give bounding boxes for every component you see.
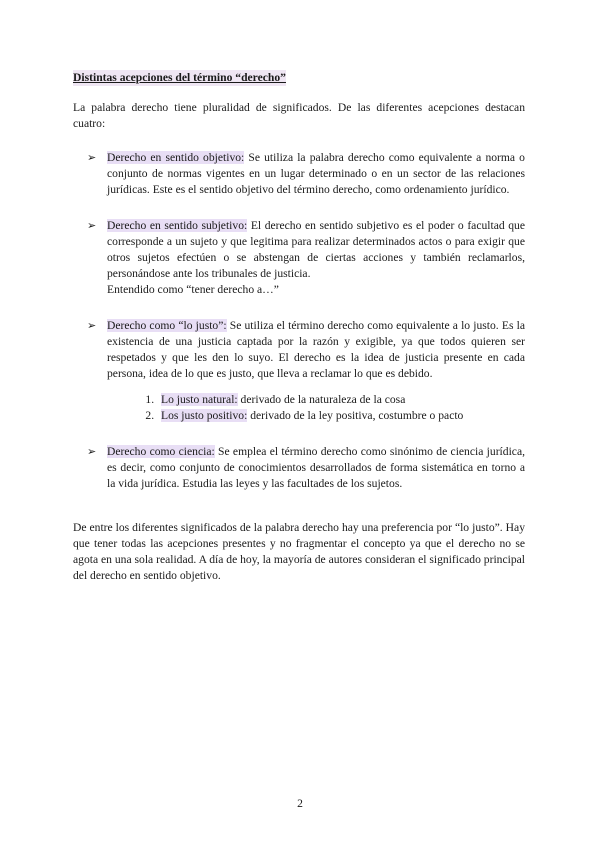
page-number: 2 bbox=[297, 797, 303, 810]
list-item bbox=[73, 444, 525, 492]
sub-list bbox=[107, 392, 525, 424]
term-label: Derecho en sentido subjetivo: bbox=[107, 219, 248, 232]
arrow-bullet-icon: ➢ bbox=[87, 319, 97, 332]
subterm-definition: derivado de la naturaleza de la cosa bbox=[237, 393, 406, 406]
term-definition: Se utiliza la palabra derecho como equivalente a norma o conjunto de normas vigentes en un lugar determinado o en un sector de las relaciones jurídicas. Este es el sentido objetivo del término derecho, como ordenamiento jurídico. bbox=[107, 151, 525, 196]
sub-list-item bbox=[157, 408, 525, 424]
arrow-bullet-icon: ➢ bbox=[87, 219, 97, 232]
term-definition: El derecho en sentido subjetivo es el poder o facultad que corresponde a un sujeto y que legitima para realizar determinados actos o para exigir que otros sujetos efectúen o se abstengan de ciertas acciones y también reclamarlos, personándose ante los tribunales de justicia. bbox=[107, 219, 525, 280]
subterm-label: Lo justo natural: bbox=[161, 393, 238, 406]
intro-paragraph: La palabra derecho tiene pluralidad de significados. De las diferentes acepciones destacan cuatro: bbox=[73, 101, 525, 130]
acepciones-list bbox=[73, 150, 525, 492]
document-page bbox=[73, 70, 525, 584]
term-label: Derecho como ciencia: bbox=[107, 445, 215, 458]
list-item bbox=[73, 318, 525, 424]
sub-list-item bbox=[157, 392, 525, 408]
term-definition: Se emplea el término derecho como sinónimo de ciencia jurídica, es decir, como conjunto de conocimientos desarrollados de forma sistemática en torno a la vida jurídica. Estudia las leyes y las facultades de los sujetos. bbox=[107, 445, 525, 490]
term-label: Derecho en sentido objetivo: bbox=[107, 151, 245, 164]
list-item bbox=[73, 150, 525, 198]
arrow-bullet-icon: ➢ bbox=[87, 151, 97, 164]
list-item bbox=[73, 218, 525, 298]
conclusion-paragraph: De entre los diferentes significados de la palabra derecho hay una preferencia por “lo justo”. Hay que tener todas las acepciones presentes y no fragmentar el concepto ya que el derecho no se agota en una sola realidad. A día de hoy, la mayoría de autores consideran el significado principal del derecho en sentido objetivo. bbox=[73, 521, 525, 582]
term-note: Entendido como “tener derecho a…” bbox=[107, 283, 279, 296]
subterm-definition: derivado de la ley positiva, costumbre o pacto bbox=[247, 409, 464, 422]
term-label: Derecho como “lo justo”: bbox=[107, 319, 227, 332]
term-definition: Se utiliza el término derecho como equivalente a lo justo. Es la existencia de una justicia captada por la razón y exigible, ya que todos quieren ser respetados y que les den lo suyo. El derecho es la idea de justicia presente en cada persona, idea de lo que es justo, que lleva a reclamar lo que es debido. bbox=[107, 319, 525, 380]
arrow-bullet-icon: ➢ bbox=[87, 445, 97, 458]
section-title: Distintas acepciones del término “derecho” bbox=[73, 71, 286, 84]
subterm-label: Los justo positivo: bbox=[161, 409, 248, 422]
